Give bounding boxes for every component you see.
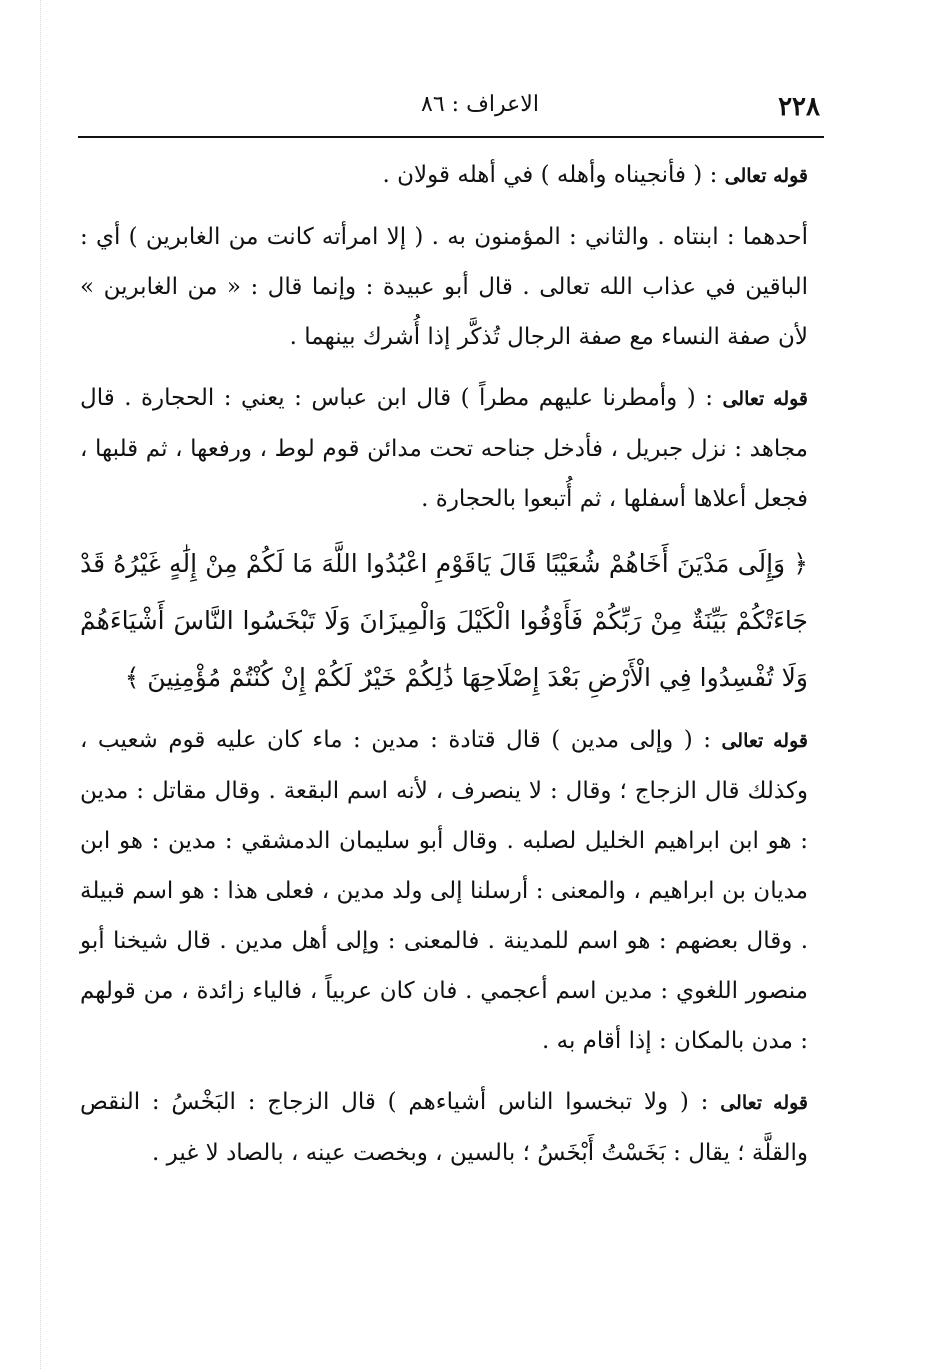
paragraph-text: : ( وأمطرنا عليهم مطراً ) قال ابن عباس : يعني : الحجارة . قال مجاهد : نزل جبريل ، فأدخل جناحه تحت مدائن قوم لوط ، ورفعها ، ثم قلبها ، فجعل أعلاها أسفلها ، ثم أُتبعوا بالحجارة .	[80, 385, 808, 512]
paragraph-text: : ( فأنجيناه وأهله ) في أهله قولان .	[382, 162, 725, 188]
paragraph-lead: قوله تعالى	[720, 1092, 808, 1114]
running-head: الاعراف : ٨٦	[421, 92, 539, 117]
paragraph-text: : ( وإلى مدين ) قال قتادة : مدين : ماء كان عليه قوم شعيب ، وكذلك قال الزجاج ؛ وقال : لا ينصرف ، لأنه اسم البقعة . وقال مقاتل : مدين : هو ابن ابراهيم الخليل لصلبه . وقال أبو سليمان الدمشقي : مدين : هو ابن مديان بن ابراهيم ، والمعنى : أرسلنا إلى ولد مدين ، فعلى هذا : هو اسم قبيلة . وقال بعضهم : هو اسم للمدينة . فالمعنى : وإلى أهل مدين . قال شيخنا أبو منصور اللغوي : مدين اسم أعجمي . فان كان عربياً ، فالياء زائدة ، من قولهم : مدن بالمكان : إذا أقام به .	[80, 727, 808, 1054]
page-edge-noise	[40, 0, 41, 1369]
header-rule	[78, 136, 824, 138]
paragraph-text: أحدهما : ابنتاه . والثاني : المؤمنون به . ( إلا امرأته كانت من الغابرين ) أي : الباقين في عذاب الله تعالى . قال أبو عبيدة : وإنما قال : « من الغابرين » لأن صفة النساء مع صفة الرجال تُذكَّر إذا أُشرك بينهما .	[80, 224, 808, 350]
paragraph	[80, 150, 808, 201]
paragraph	[80, 373, 808, 524]
page-body	[80, 150, 808, 1189]
paragraph-lead: قوله تعالى	[722, 388, 809, 410]
paragraph-lead: قوله تعالى	[721, 730, 808, 752]
quran-verse	[80, 535, 808, 706]
paragraph	[80, 212, 808, 362]
paragraph	[80, 715, 808, 1066]
paragraph-lead: قوله تعالى	[724, 165, 808, 187]
verse-text: ﴿ وَإِلَى مَدْيَنَ أَخَاهُمْ شُعَيْبًا قَالَ يَاقَوْمِ اعْبُدُوا اللَّهَ مَا لَكُمْ مِنْ إِلَٰهٍ غَيْرُهُ قَدْ جَاءَتْكُمْ بَيِّنَةٌ مِنْ رَبِّكُمْ فَأَوْفُوا الْكَيْلَ وَالْمِيزَانَ وَلَا تَبْخَسُوا النَّاسَ أَشْيَاءَهُمْ وَلَا تُفْسِدُوا فِي الْأَرْضِ بَعْدَ إِصْلَاحِهَا ذَٰلِكُمْ خَيْرٌ لَكُمْ إِنْ كُنْتُمْ مُؤْمِنِينَ ﴾	[80, 549, 808, 692]
paragraph-text: : ( ولا تبخسوا الناس أشياءهم ) قال الزجاج : البَخْسُ : النقص والقلَّة ؛ يقال : بَخَسْتُ أَبْخَسُ ؛ بالسين ، وبخصت عينه ، بالصاد لا غير .	[80, 1089, 808, 1166]
page-number: ٢٢٨	[778, 92, 820, 122]
page-header	[80, 92, 820, 132]
paragraph	[80, 1077, 808, 1178]
